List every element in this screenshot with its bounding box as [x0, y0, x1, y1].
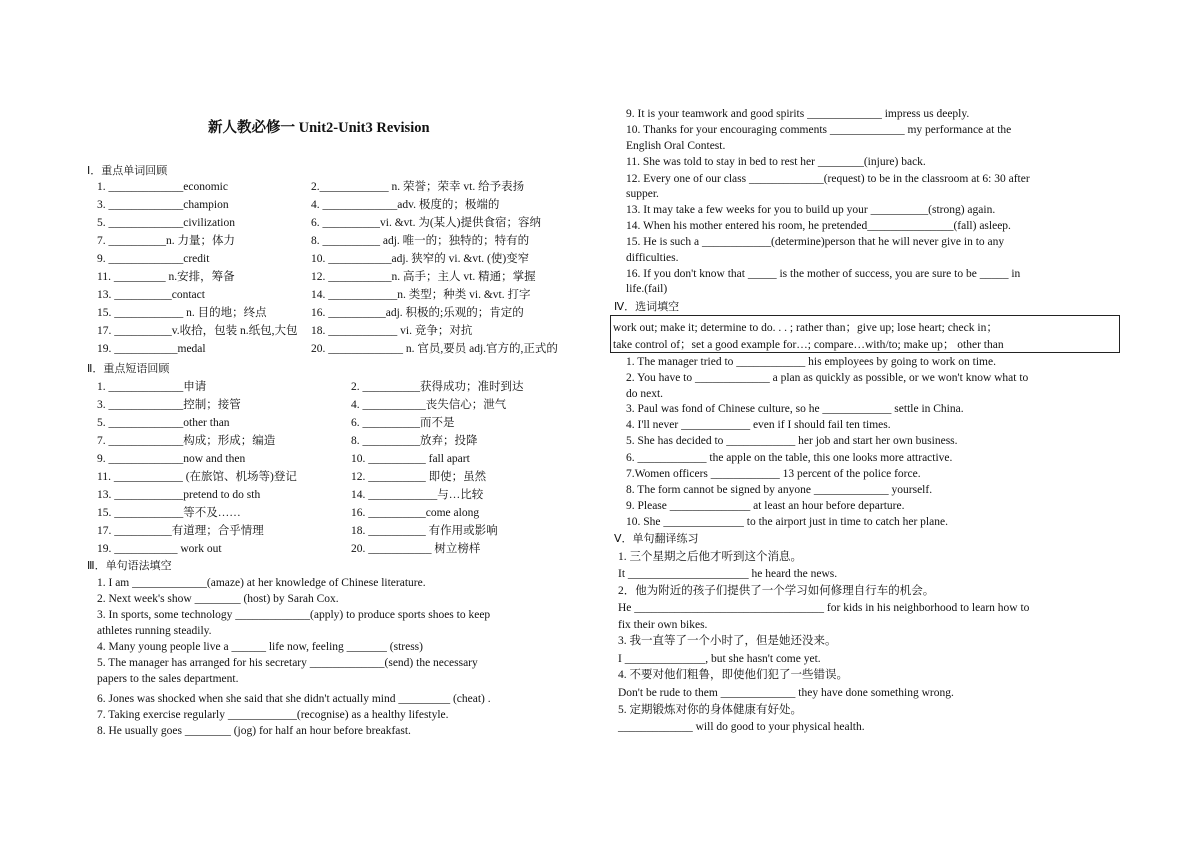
- translation-item: fix their own bikes.: [618, 619, 708, 631]
- word-item: 14. ____________n. 类型；种类 vi. &vt. 打字: [311, 289, 531, 301]
- section-heading-5: Ⅴ．单句翻译练习: [614, 532, 699, 545]
- fill-item: do next.: [626, 388, 664, 400]
- word-item: 13. __________contact: [97, 289, 205, 301]
- phrase-item: 20. ___________ 树立榜样: [351, 543, 481, 555]
- fill-item: 4. I'll never ____________ even if I should fail ten times.: [626, 419, 891, 431]
- phrase-item: 12. __________ 即使；虽然: [351, 471, 487, 483]
- word-item: 6. __________vi. &vt. 为(某人)提供食宿；容纳: [311, 217, 541, 229]
- phrase-item: 13. ____________pretend to do sth: [97, 489, 261, 501]
- grammar-item: difficulties.: [626, 252, 679, 264]
- grammar-item: 14. When his mother entered his room, he pretended_______________(fall) asleep.: [626, 220, 1011, 232]
- phrase-item: 7. _____________构成；形成；编造: [97, 435, 276, 447]
- grammar-item: 11. She was told to stay in bed to rest her ________(injure) back.: [626, 156, 926, 168]
- phrase-item: 3. _____________控制；接管: [97, 399, 241, 411]
- translation-item: I ______________, but she hasn't come yet.: [618, 653, 821, 665]
- word-item: 16. __________adj. 积极的;乐观的；肯定的: [311, 307, 524, 319]
- fill-item: 7.Women officers ____________ 13 percent of the police force.: [626, 468, 921, 480]
- grammar-item: 1. I am _____________(amaze) at her knowledge of Chinese literature.: [97, 577, 426, 589]
- grammar-item: 6. Jones was shocked when she said that she didn't actually mind _________ (cheat) .: [97, 693, 491, 705]
- section-heading-3: Ⅲ．单句语法填空: [87, 559, 172, 572]
- word-item: 8. __________ adj. 唯一的；独特的；特有的: [311, 235, 530, 247]
- grammar-item: 15. He is such a ____________(determine)person that he will never give in to any: [626, 236, 1005, 248]
- word-item: 1. _____________economic: [97, 181, 228, 193]
- word-item: 18. ____________ vi. 竞争；对抗: [311, 325, 473, 337]
- section-heading-4: Ⅳ．选词填空: [614, 300, 680, 313]
- grammar-item: 12. Every one of our class _____________(request) to be in the classroom at 6: 30 after: [626, 173, 1030, 185]
- grammar-item: papers to the sales department.: [97, 673, 239, 685]
- grammar-item: supper.: [626, 188, 659, 200]
- phrase-item: 14. ____________与…比较: [351, 489, 484, 501]
- translation-item: He _________________________________ for kids in his neighborhood to learn how to: [618, 602, 1030, 614]
- grammar-item: athletes running steadily.: [97, 625, 212, 637]
- word-item: 19. ___________medal: [97, 343, 206, 355]
- translation-item: It _____________________ he heard the news.: [618, 568, 838, 580]
- phrase-item: 4. ___________丧失信心；泄气: [351, 399, 507, 411]
- translation-item: 2．他为附近的孩子们提供了一个学习如何修理自行车的机会。: [618, 585, 935, 597]
- word-item: 17. __________v.收拾，包装 n.纸包,大包: [97, 325, 298, 337]
- translation-item: 3. 我一直等了一个小时了，但是她还没来。: [618, 635, 837, 647]
- word-item: 2.____________ n. 荣誉；荣幸 vt. 给予表扬: [311, 181, 525, 193]
- grammar-item: 7. Taking exercise regularly ____________(recognise) as a healthy lifestyle.: [97, 709, 449, 721]
- phrase-item: 6. __________而不是: [351, 417, 455, 429]
- grammar-item: 9. It is your teamwork and good spirits _____________ impress us deeply.: [626, 108, 970, 120]
- grammar-item: life.(fail): [626, 283, 668, 295]
- word-bank-line: take control of；set a good example for…; compare…with/to; make up； other than: [613, 339, 1004, 351]
- word-item: 5. _____________civilization: [97, 217, 235, 229]
- grammar-item: 2. Next week's show ________ (host) by Sarah Cox.: [97, 593, 339, 605]
- translation-item: _____________ will do good to your physical health.: [618, 721, 865, 733]
- grammar-item: English Oral Contest.: [626, 140, 726, 152]
- grammar-item: 4. Many young people live a ______ life now, feeling _______ (stress): [97, 641, 423, 653]
- translation-item: Don't be rude to them _____________ they have done something wrong.: [618, 687, 954, 699]
- fill-item: 6. ____________ the apple on the table, this one looks more attractive.: [626, 452, 953, 464]
- grammar-item: 8. He usually goes ________ (jog) for half an hour before breakfast.: [97, 725, 411, 737]
- section-heading-1: Ⅰ．重点单词回顾: [87, 164, 168, 177]
- grammar-item: 13. It may take a few weeks for you to build up your __________(strong) again.: [626, 204, 996, 216]
- page-title: 新人教必修一 Unit2-Unit3 Revision: [208, 120, 430, 136]
- section-heading-2: Ⅱ．重点短语回顾: [87, 362, 170, 375]
- word-bank-box: [610, 315, 1120, 353]
- phrase-item: 10. __________ fall apart: [351, 453, 470, 465]
- phrase-item: 18. __________ 有作用或影响: [351, 525, 498, 537]
- fill-item: 1. The manager tried to ____________ his employees by going to work on time.: [626, 356, 996, 368]
- word-item: 3. _____________champion: [97, 199, 229, 211]
- translation-item: 1. 三个星期之后他才听到这个消息。: [618, 551, 802, 563]
- word-item: 11. _________ n.安排，筹备: [97, 271, 235, 283]
- word-item: 7. __________n. 力量；体力: [97, 235, 235, 247]
- word-item: 12. ___________n. 高手；主人 vt. 精通；掌握: [311, 271, 536, 283]
- phrase-item: 1. _____________申请: [97, 381, 207, 393]
- word-item: 9. _____________credit: [97, 253, 210, 265]
- phrase-item: 2. __________获得成功；准时到达: [351, 381, 524, 393]
- word-item: 20. _____________ n. 官员,要员 adj.官方的,正式的: [311, 343, 558, 355]
- grammar-item: 5. The manager has arranged for his secretary _____________(send) the necessary: [97, 657, 478, 669]
- phrase-item: 9. _____________now and then: [97, 453, 246, 465]
- word-item: 4. _____________adv. 极度的；极端的: [311, 199, 500, 211]
- word-item: 10. ___________adj. 狭窄的 vi. &vt. (使)变窄: [311, 253, 530, 265]
- fill-item: 3. Paul was fond of Chinese culture, so he ____________ settle in China.: [626, 403, 964, 415]
- phrase-item: 5. _____________other than: [97, 417, 230, 429]
- phrase-item: 15. ____________等不及……: [97, 507, 241, 519]
- phrase-item: 19. ___________ work out: [97, 543, 222, 555]
- grammar-item: 10. Thanks for your encouraging comments _____________ my performance at the: [626, 124, 1012, 136]
- fill-item: 2. You have to _____________ a plan as quickly as possible, or we won't know what to: [626, 372, 1029, 384]
- translation-item: 5. 定期锻炼对你的身体健康有好处。: [618, 704, 802, 716]
- grammar-item: 16. If you don't know that _____ is the mother of success, you are sure to be _____ in: [626, 268, 1021, 280]
- grammar-item: 3. In sports, some technology _____________(apply) to produce sports shoes to keep: [97, 609, 491, 621]
- phrase-item: 17. __________有道理；合乎情理: [97, 525, 264, 537]
- translation-item: 4. 不要对他们粗鲁，即使他们犯了一些错误。: [618, 669, 848, 681]
- phrase-item: 8. __________放弃；投降: [351, 435, 478, 447]
- phrase-item: 16. __________come along: [351, 507, 480, 519]
- fill-item: 10. She ______________ to the airport just in time to catch her plane.: [626, 516, 948, 528]
- word-bank-line: work out; make it; determine to do. . . ; rather than；give up; lose heart; check in；: [613, 322, 998, 334]
- word-item: 15. ____________ n. 目的地；终点: [97, 307, 267, 319]
- fill-item: 8. The form cannot be signed by anyone _____________ yourself.: [626, 484, 933, 496]
- fill-item: 5. She has decided to ____________ her job and start her own business.: [626, 435, 958, 447]
- fill-item: 9. Please ______________ at least an hour before departure.: [626, 500, 905, 512]
- phrase-item: 11. ____________ (在旅馆、机场等)登记: [97, 471, 297, 483]
